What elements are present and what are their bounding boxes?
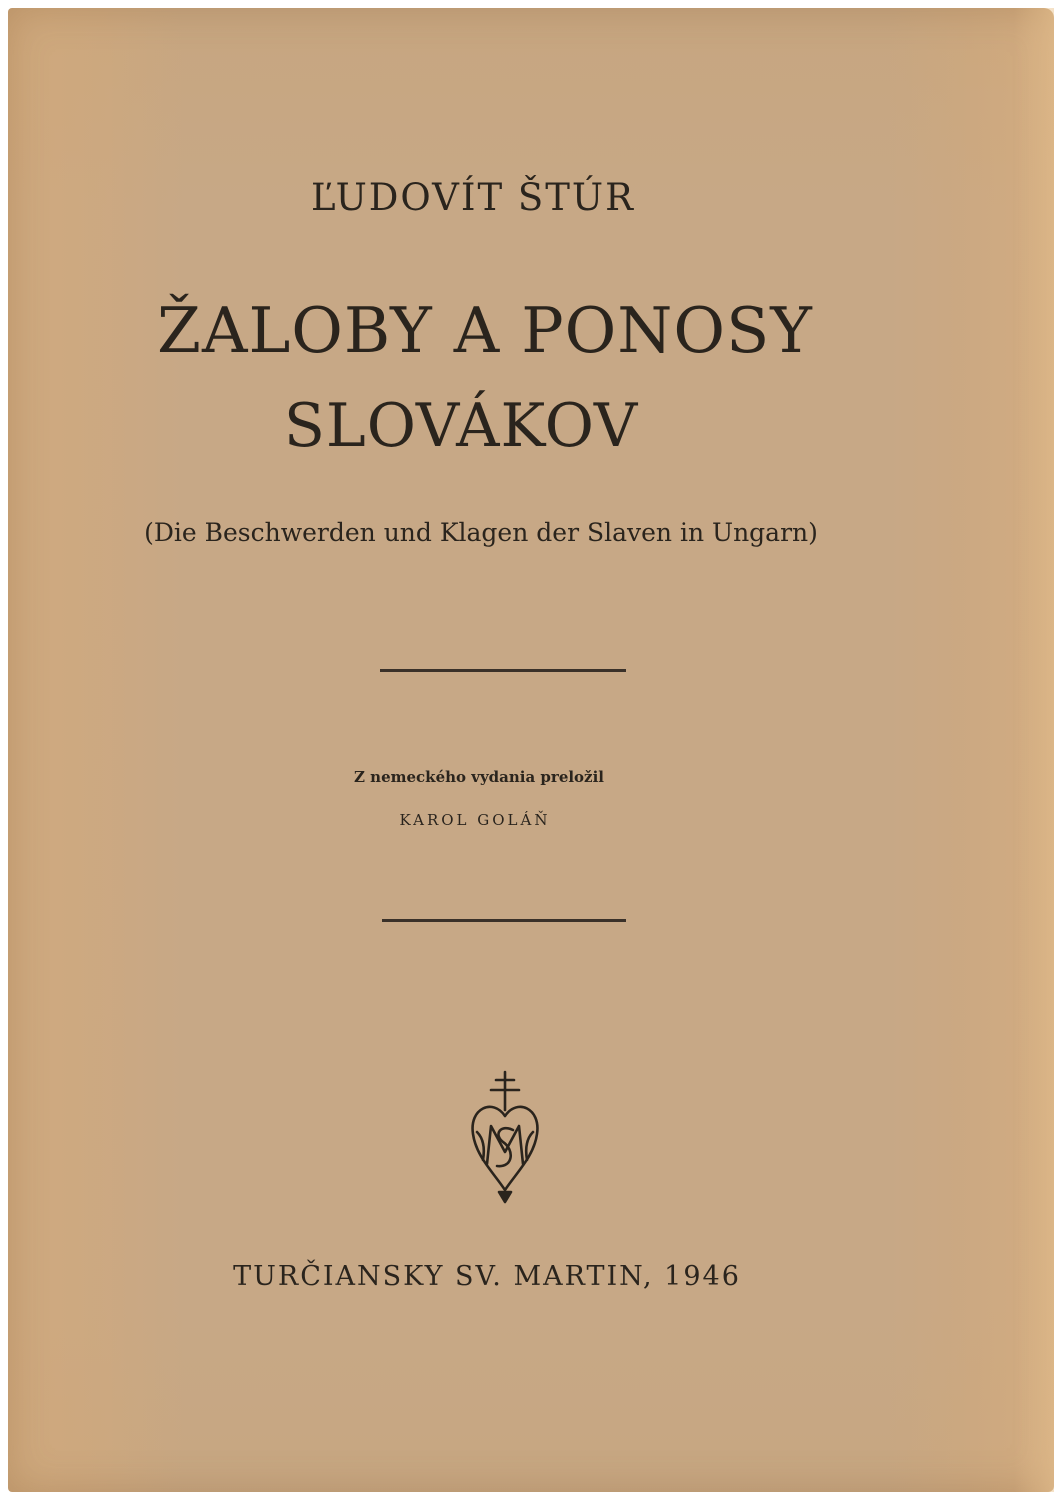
book-cover (8, 8, 1054, 1492)
author-name: ĽUDOVÍT ŠTÚR (311, 176, 635, 219)
publisher-imprint: TURČIANSKY SV. MARTIN, 1946 (233, 1261, 741, 1292)
subtitle: (Die Beschwerden und Klagen der Slaven in Ungarn) (144, 518, 818, 547)
translator-name: KAROL GOLÁŇ (399, 811, 551, 829)
divider-rule-top (380, 669, 626, 672)
divider-rule-bottom (382, 919, 626, 922)
title-line-2: SLOVÁKOV (283, 391, 639, 461)
title-line-1: ŽALOBY A PONOSY (157, 294, 813, 367)
translator-credit: Z nemeckého vydania preložil (354, 768, 604, 786)
cover-edge-wear (1014, 8, 1054, 1492)
publisher-emblem-icon (463, 1068, 547, 1218)
